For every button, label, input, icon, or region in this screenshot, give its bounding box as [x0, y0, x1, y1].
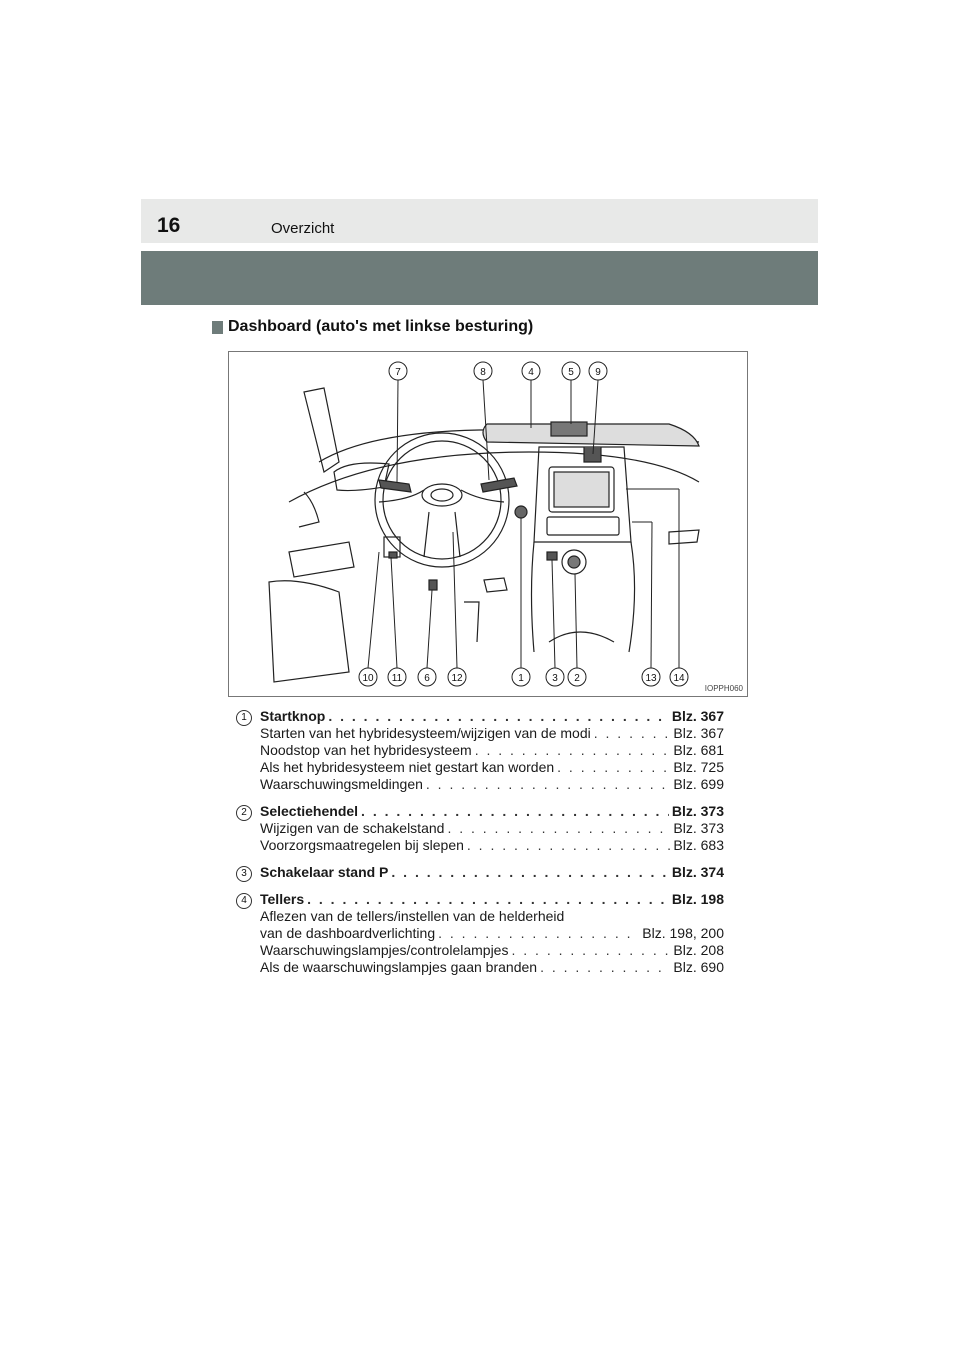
sub-text: Waarschuwingslampjes/controlelampjes	[260, 942, 509, 958]
item-number: 2	[236, 805, 252, 821]
sub-page: Blz. 367	[673, 725, 724, 741]
list-item	[236, 891, 724, 976]
sub-row	[260, 942, 724, 959]
item-page: Blz. 367	[671, 708, 724, 724]
dashboard-drawing	[229, 352, 747, 696]
callout-11: 11	[391, 673, 403, 684]
sub-page: Blz. 683	[673, 837, 724, 853]
sub-text: Starten van het hybridesysteem/wijzigen van de modi	[260, 725, 591, 741]
sub-text: van de dashboardverlichting	[260, 925, 436, 941]
list-item	[236, 803, 724, 854]
callout-10: 10	[362, 673, 374, 684]
leader-dots	[307, 891, 669, 908]
sub-row	[260, 908, 724, 925]
leader-dots	[328, 708, 669, 725]
sub-page: Blz. 681	[673, 742, 724, 758]
section-banner	[141, 251, 818, 305]
sub-text: Als het hybridesysteem niet gestart kan worden	[260, 759, 555, 775]
dashboard-illustration	[228, 351, 748, 697]
leader-dots	[426, 776, 671, 793]
section-title: Dashboard (auto's met linkse besturing)	[228, 318, 534, 335]
sub-page: Blz. 699	[673, 776, 724, 792]
sub-row	[260, 959, 724, 976]
item-title-row	[260, 891, 724, 908]
leader-dots	[361, 803, 669, 820]
item-number: 1	[236, 710, 252, 726]
sub-text: Wijzigen van de schakelstand	[260, 820, 445, 836]
list-item	[236, 864, 724, 881]
sub-row	[260, 742, 724, 759]
sub-row	[260, 725, 724, 742]
item-title: Schakelaar stand P	[260, 864, 389, 880]
sub-page: Blz. 373	[673, 820, 724, 836]
callout-12: 12	[451, 673, 463, 684]
list-item	[236, 708, 724, 793]
item-page: Blz. 374	[671, 864, 724, 880]
sub-row	[260, 759, 724, 776]
item-number: 3	[236, 866, 252, 882]
callout-14: 14	[673, 673, 685, 684]
item-title: Tellers	[260, 891, 305, 907]
sub-text: Aflezen van de tellers/instellen van de helderheid	[260, 908, 565, 924]
section-heading	[212, 318, 533, 336]
sub-text: Voorzorgsmaatregelen bij slepen	[260, 837, 464, 853]
sub-text: Als de waarschuwingslampjes gaan branden	[260, 959, 538, 975]
leader-dots	[391, 864, 668, 881]
page-header	[141, 199, 818, 243]
sub-page: Blz. 725	[673, 759, 724, 775]
sub-row	[260, 820, 724, 837]
leader-dots	[540, 959, 670, 976]
sub-row	[260, 776, 724, 793]
callout-9: 9	[595, 367, 601, 378]
callout-5: 5	[568, 367, 574, 378]
sub-row	[260, 837, 724, 854]
callout-8: 8	[480, 367, 486, 378]
leader-dots	[467, 837, 671, 854]
item-title-row	[260, 708, 724, 725]
sub-text: Noodstop van het hybridesysteem	[260, 742, 472, 758]
leader-dots	[438, 925, 639, 942]
item-number: 4	[236, 893, 252, 909]
item-title: Startknop	[260, 708, 326, 724]
leader-dots	[594, 725, 671, 742]
item-page: Blz. 198	[671, 891, 724, 907]
item-title: Selectiehendel	[260, 803, 359, 819]
callout-4: 4	[528, 367, 534, 378]
item-title-row	[260, 803, 724, 820]
square-bullet-icon	[212, 321, 223, 334]
leader-dots	[557, 759, 670, 776]
sub-page: Blz. 208	[673, 942, 724, 958]
leader-dots	[447, 820, 670, 837]
callout-3: 3	[552, 673, 558, 684]
sub-text: Waarschuwingsmeldingen	[260, 776, 423, 792]
item-title-row	[260, 864, 724, 881]
sub-page: Blz. 690	[673, 959, 724, 975]
callout-13: 13	[645, 673, 657, 684]
callout-2: 2	[574, 673, 580, 684]
callout-7: 7	[395, 367, 401, 378]
figure-id: IOPPH060	[704, 684, 743, 693]
item-page: Blz. 373	[671, 803, 724, 819]
sub-row	[260, 925, 724, 942]
page-number: 16	[157, 214, 181, 237]
component-list	[236, 708, 724, 986]
chapter-title: Overzicht	[271, 220, 335, 237]
callout-6: 6	[424, 673, 430, 684]
leader-dots	[475, 742, 671, 759]
sub-page: Blz. 198, 200	[642, 925, 724, 941]
callout-1: 1	[518, 673, 524, 684]
leader-dots	[511, 942, 670, 959]
